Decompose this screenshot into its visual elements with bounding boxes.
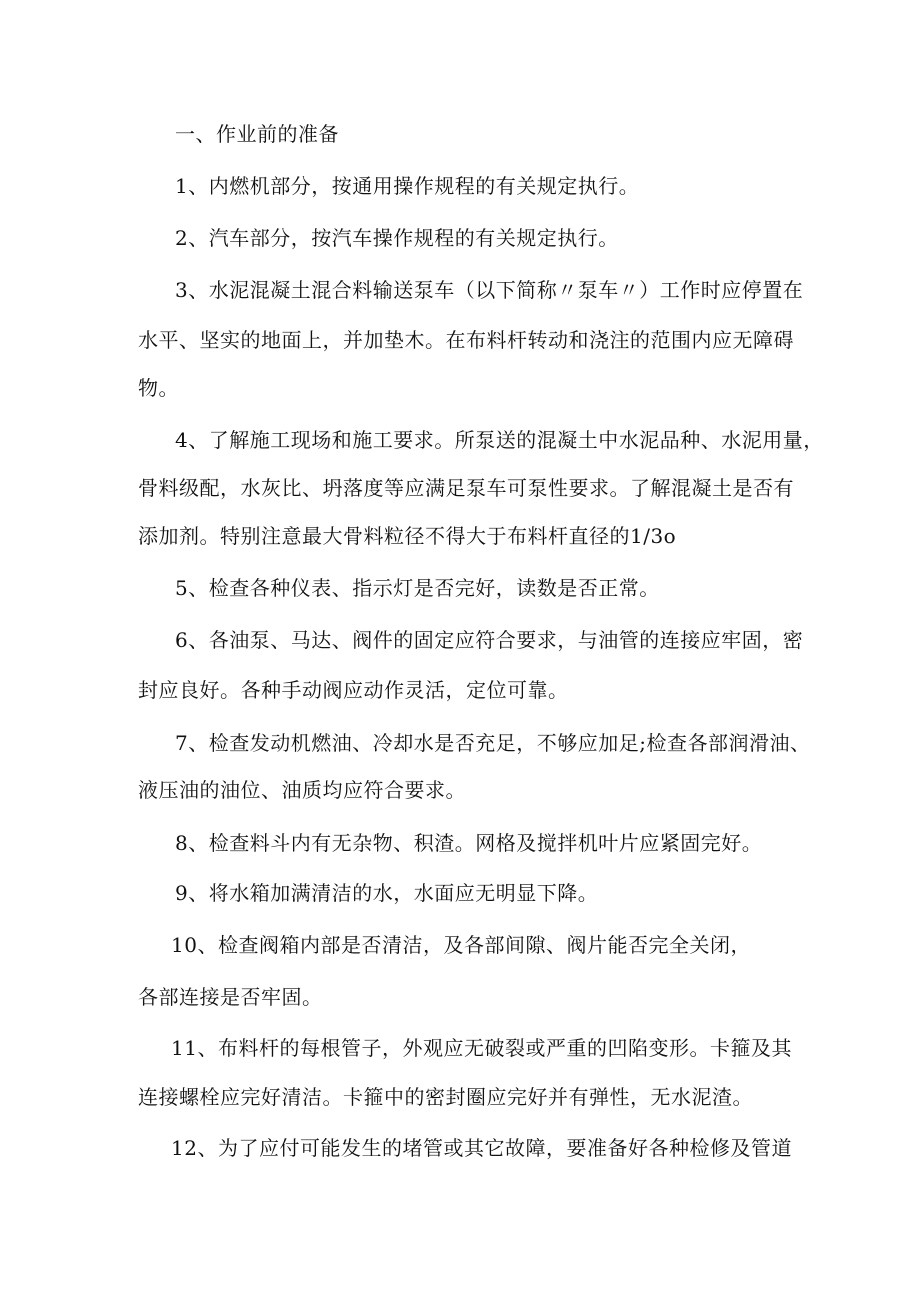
paragraph-10-line-1: 10、检查阀箱内部是否清洁，及各部间隙、阀片能否完全关闭， bbox=[171, 933, 751, 957]
paragraph-7-line-2: 液压油的油位、油质均应符合要求。 bbox=[138, 778, 466, 802]
paragraph-3-line-1: 3、水泥混凝土混合料输送泵车（以下简称〃泵车〃）工作时应停置在 bbox=[175, 278, 804, 302]
paragraph-12-line-1: 12、为了应付可能发生的堵管或其它故障，要准备好各种检修及管道 bbox=[171, 1136, 792, 1160]
paragraph-3-line-3: 物。 bbox=[138, 376, 179, 400]
paragraph-10-line-2: 各部连接是否牢固。 bbox=[138, 985, 323, 1009]
section-heading: 一、作业前的准备 bbox=[175, 122, 339, 146]
paragraph-6-line-1: 6、各油泵、马达、阀件的固定应符合要求，与油管的连接应牢固，密 bbox=[175, 628, 804, 652]
paragraph-6-line-2: 封应良好。各种手动阀应动作灵活，定位可靠。 bbox=[138, 678, 569, 702]
paragraph-9-line-1: 9、将水箱加满清洁的水，水面应无明显下降。 bbox=[175, 881, 599, 905]
paragraph-4-line-1: 4、了解施工现场和施工要求。所泵送的混凝土中水泥品种、水泥用量， bbox=[175, 428, 824, 452]
paragraph-4-line-2: 骨料级配，水灰比、坍落度等应满足泵车可泵性要求。了解混凝土是否有 bbox=[138, 476, 794, 500]
paragraph-8-line-1: 8、检查料斗内有无杂物、积渣。网格及搅拌机叶片应紧固完好。 bbox=[175, 831, 763, 855]
paragraph-11-line-1: 11、布料杆的每根管子，外观应无破裂或严重的凹陷变形。卡箍及其 bbox=[171, 1036, 792, 1060]
paragraph-7-line-1: 7、检查发动机燃油、冷却水是否充足，不够应加足;检查各部润滑油、 bbox=[175, 731, 811, 755]
paragraph-4-line-3: 添加剂。特别注意最大骨料粒径不得大于布料杆直径的1/3o bbox=[138, 524, 677, 548]
paragraph-5-line-1: 5、检查各种仪表、指示灯是否完好，读数是否正常。 bbox=[175, 576, 660, 600]
paragraph-2-line-1: 2、汽车部分，按汽车操作规程的有关规定执行。 bbox=[175, 226, 619, 250]
paragraph-1-line-1: 1、内燃机部分，按通用操作规程的有关规定执行。 bbox=[175, 174, 640, 198]
paragraph-11-line-2: 连接螺栓应完好清洁。卡箍中的密封圈应完好并有弹性，无水泥渣。 bbox=[138, 1085, 753, 1109]
paragraph-3-line-2: 水平、坚实的地面上，并加垫木。在布料杆转动和浇注的范围内应无障碍 bbox=[138, 328, 794, 352]
